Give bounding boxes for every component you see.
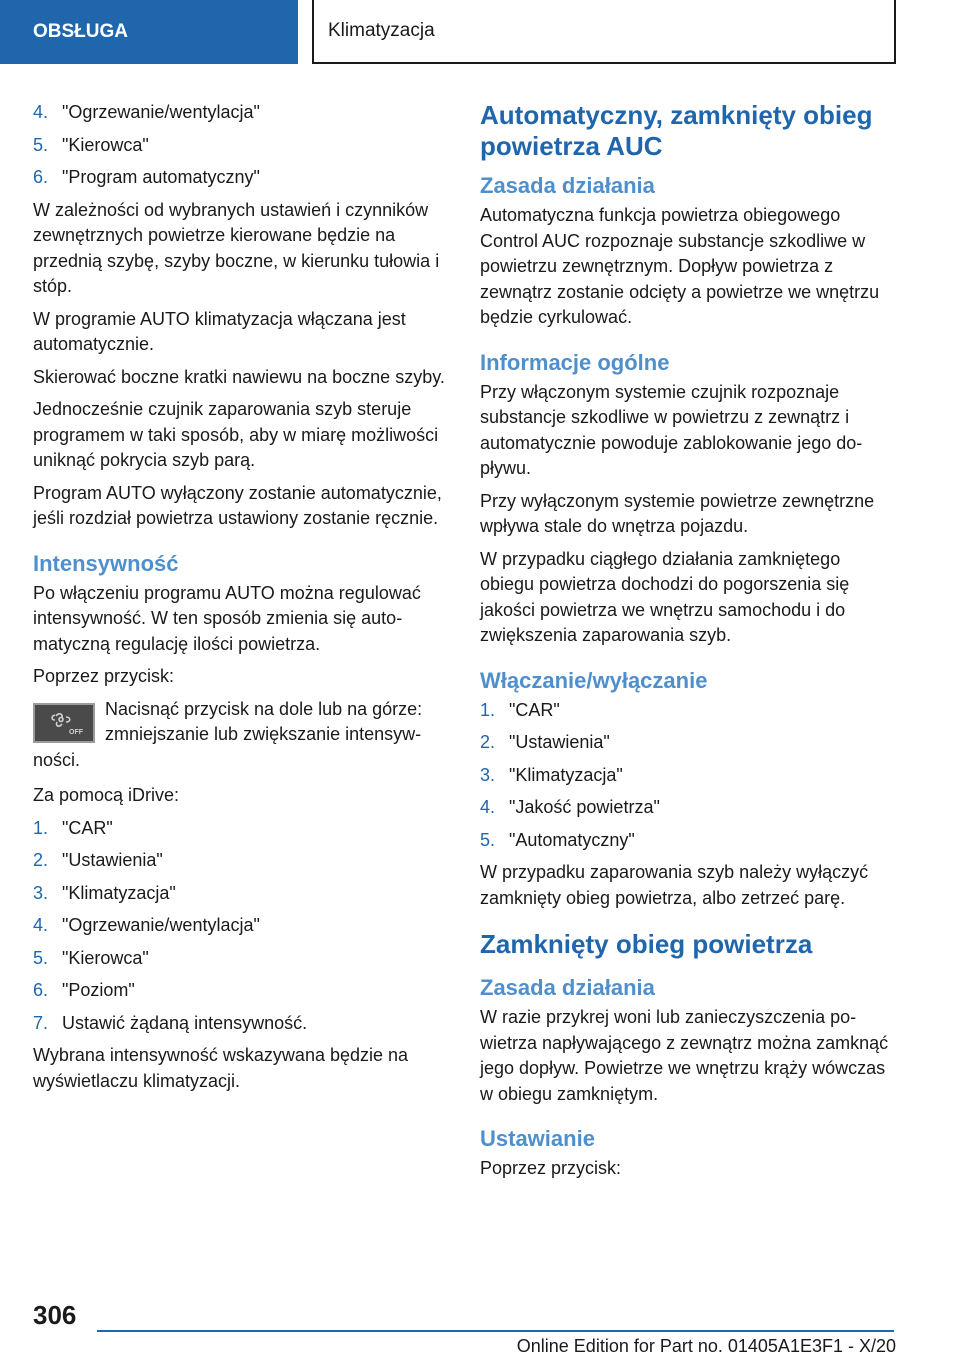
list-item: 3. "Klimatyzacja" xyxy=(480,764,623,785)
paragraph: Skierować boczne kratki nawiewu na boczne szyby. xyxy=(33,366,445,387)
paragraph: W programie AUTO klimatyzacja włączana jest automatycznie. xyxy=(33,308,406,354)
chapter-title: Klimatyzacja xyxy=(328,20,435,41)
button-description xyxy=(33,697,449,774)
paragraph: Poprzez przycisk: xyxy=(33,666,175,686)
paragraph: Nacisnąć przycisk na dole lub na górze: zmniejszanie lub zwiększanie intensywności. xyxy=(33,698,423,770)
list-item: 2. "Ustawienia" xyxy=(480,732,610,752)
heading-closed-circulation: Zamknięty obieg powietrza xyxy=(480,929,813,959)
fan-icon xyxy=(44,708,84,738)
list-item: 3. "Klimatyzacja" xyxy=(33,882,176,903)
paragraph: W razie przykrej woni lub zanieczyszczenia powietrza napływającego z zewnątrz można zamknąć jego dopływ. Powietrze we wnętrzu krąży wówczas w obiegu zamkniętym. xyxy=(480,1007,889,1104)
list-item: 2. "Ustawienia" xyxy=(33,850,163,870)
paragraph: Poprzez przycisk: xyxy=(480,1158,622,1178)
heading-setting: Ustawianie xyxy=(480,1126,595,1151)
paragraph: Automatyczna funkcja powietrza obiegowego Control AUC rozpoznaje substancje szkodliwe w powietrzu zewnętrznym. Dopływ powietrza z zewnątrz zostanie odcięty a powietrze we wnętrzu będzie cyrkulować. xyxy=(480,205,880,327)
left-column xyxy=(33,100,449,1101)
list-item: 4. "Ogrzewanie/wentylacja" xyxy=(33,102,260,122)
section-tab xyxy=(0,0,298,64)
heading-principle: Zasada działania xyxy=(480,975,655,1000)
paragraph: Program AUTO wyłączony zostanie automatycznie, jeśli rozdział powietrza ustawiony zostanie ręcznie. xyxy=(33,482,442,528)
right-column xyxy=(480,100,896,1189)
page-number: 306 xyxy=(33,1300,77,1330)
list-item: 1. "CAR" xyxy=(480,699,560,720)
list-item: 4. "Ogrzewanie/wentylacja" xyxy=(33,915,260,935)
list-item: 6. "Program automatyczny" xyxy=(33,167,260,187)
paragraph: W zależności od wybranych ustawień i czynników zewnętrznych powietrze kierowane będzie na przednią szybę, szyby boczne, w kierunku tułowia i stóp. xyxy=(33,199,440,296)
heading-general-info: Informacje ogólne xyxy=(480,349,670,375)
paragraph: Jednocześnie czujnik zaparowania szyb steruje programem w taki sposób, aby w miarę możliwości uniknąć pokrycia szyb parą. xyxy=(33,399,439,470)
paragraph: Przy włączonym systemie czujnik rozpoznaje substancje szkodliwe w powietrzu z zewnątrz i automatycznie powoduje zablokowanie jego dopływu. xyxy=(480,381,863,478)
list-item: 5. "Kierowca" xyxy=(33,947,149,968)
paragraph: W przypadku ciągłego działania zamkniętego obiegu powietrza dochodzi do pogorszenia się jakości powietrza we wnętrzu samochodu i do zwiększenia zaparowania szyb. xyxy=(480,548,850,645)
paragraph: Po włączeniu programu AUTO można regulować intensywność. W ten sposób zmienia się automatyczną regulację ilości powietrza. xyxy=(33,582,421,654)
list-item: 6. "Poziom" xyxy=(33,980,135,1000)
footer-divider xyxy=(97,1330,894,1332)
list-item: 1. "CAR" xyxy=(33,817,113,838)
list-item: 4. "Jakość powietrza" xyxy=(480,797,660,817)
footer-edition: Online Edition for Part no. 01405A1E3F1 - X/20 xyxy=(516,1336,896,1356)
section-title: OBSŁUGA xyxy=(33,21,128,42)
chapter-header xyxy=(312,0,896,64)
paragraph: Za pomocą iDrive: xyxy=(33,785,180,805)
heading-on-off: Włączanie/wyłączanie xyxy=(480,667,708,693)
list-item: 7. Ustawić żądaną intensywność. xyxy=(33,1012,308,1033)
button-icon-label: OFF xyxy=(69,728,83,736)
heading-intensity: Intensywność xyxy=(33,550,179,576)
list-item: 5. "Kierowca" xyxy=(33,134,149,155)
list-item: 5. "Automatyczny" xyxy=(480,829,635,850)
paragraph: Wybrana intensywność wskazywana będzie na wyświetlaczu klimatyzacji. xyxy=(33,1045,409,1091)
paragraph: W przypadku zaparowania szyb należy wyłączyć zamknięty obieg powietrza, albo zetrzeć parę. xyxy=(480,862,869,908)
paragraph: Przy wyłączonym systemie powietrze zewnętrzne wpływa stale do wnętrza pojazdu. xyxy=(480,490,875,536)
heading-auc: Automatyczny, zamknięty obieg powietrza AUC xyxy=(480,100,873,161)
fan-button-icon xyxy=(33,703,95,743)
heading-principle: Zasada działania xyxy=(480,173,655,198)
